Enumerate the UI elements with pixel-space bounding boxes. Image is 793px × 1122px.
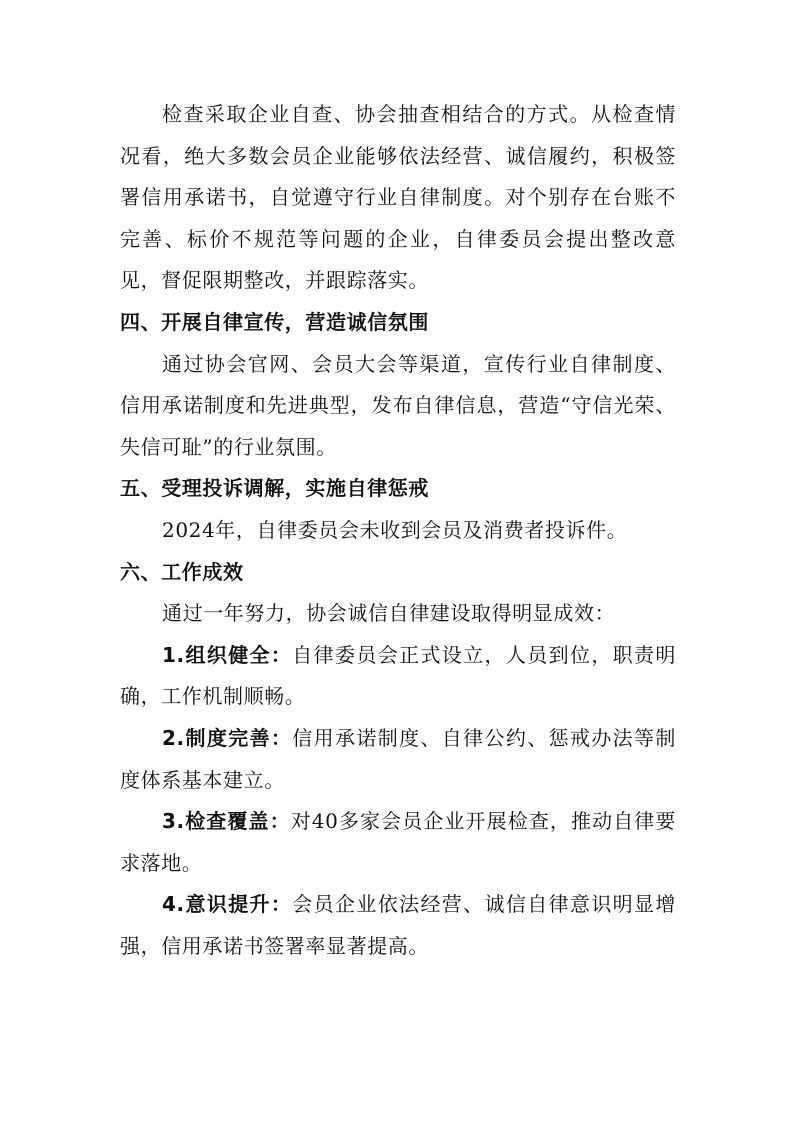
section-6-intro: 通过一年努力，协会诚信自律建设取得明显成效： <box>162 601 616 626</box>
achievement-item <box>120 884 676 967</box>
achievement-item-label: 1.组织健全： <box>162 642 293 667</box>
achievement-item-text: 对40多家会员企业开展检查，推动自律要求落地。 <box>120 809 676 875</box>
achievement-item-text: 信用承诺制度、自律公约、惩戒办法等制度体系基本建立。 <box>120 725 676 792</box>
section-4-heading: 四、开展自律宣传，营造诚信氛围 <box>120 309 429 334</box>
section-5-paragraph: 2024年，自律委员会未收到会员及消费者投诉件。 <box>162 517 628 542</box>
section-6-heading: 六、工作成效 <box>120 559 244 584</box>
document-body <box>120 94 676 967</box>
intro-paragraph: 检查采取企业自查、协会抽查相结合的方式。从检查情况看，绝大多数会员企业能够依法经营、诚信履约，积极签署信用承诺书，自觉遵守行业自律制度。对个别存在台账不完善、标价不规范等问题的企业，自律委员会提出整改意见，督促限期整改，并跟踪落实。 <box>120 102 676 293</box>
section-5-heading: 五、受理投诉调解，实施自律惩戒 <box>120 476 429 501</box>
achievement-item-label: 4.意识提升： <box>162 892 293 917</box>
achievement-item-text: 自律委员会正式设立，人员到位，职责明确，工作机制顺畅。 <box>120 642 676 709</box>
achievement-item <box>120 635 676 718</box>
achievement-item-text: 会员企业依法经营、诚信自律意识明显增强，信用承诺书签署率显著提高。 <box>120 892 676 958</box>
achievement-item-label: 3.检查覆盖： <box>162 809 291 834</box>
achievement-item <box>120 801 676 884</box>
achievement-item-label: 2.制度完善： <box>162 725 293 750</box>
achievement-item <box>120 718 676 801</box>
section-4-paragraph: 通过协会官网、会员大会等渠道，宣传行业自律制度、信用承诺制度和先进典型，发布自律信息，营造“守信光荣、失信可耻”的行业氛围。 <box>120 351 676 459</box>
